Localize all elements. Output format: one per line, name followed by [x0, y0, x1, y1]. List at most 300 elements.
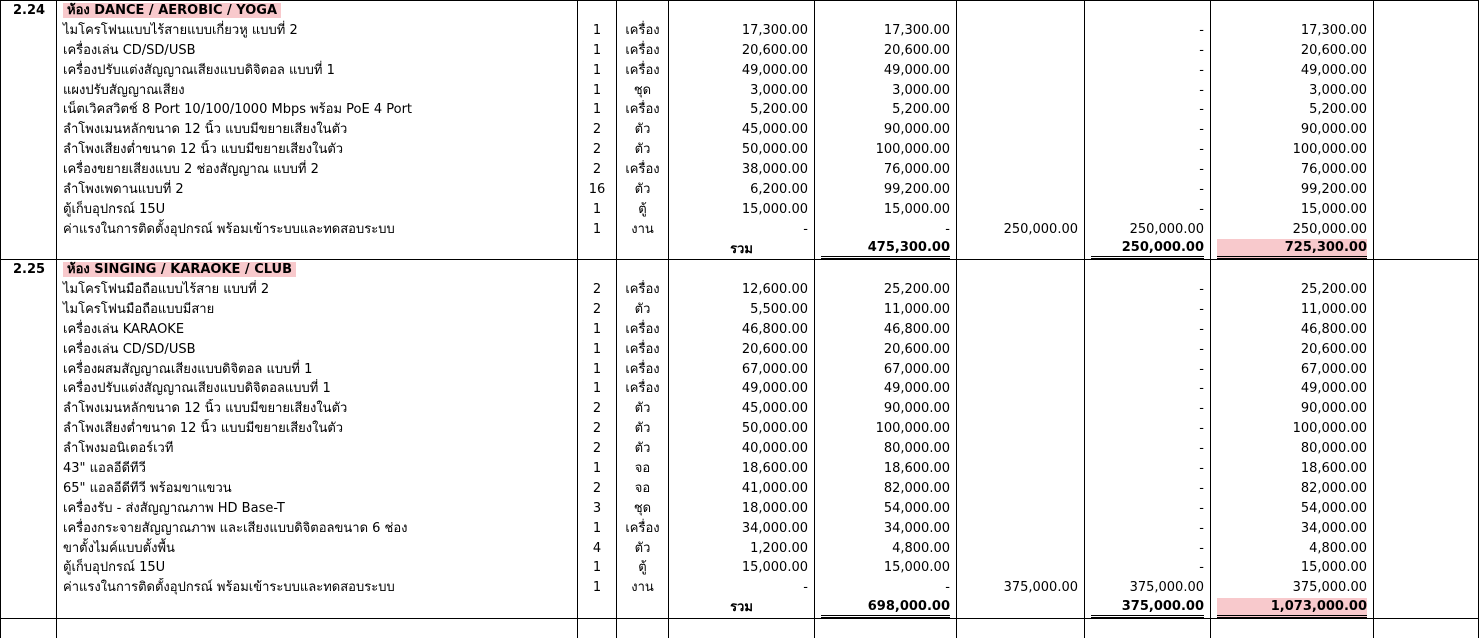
- item-unit-price: 1,200.00: [669, 538, 815, 558]
- item-unit-price: 5,200.00: [669, 100, 815, 120]
- empty-cell: [957, 618, 1085, 638]
- empty-cell: [1374, 518, 1479, 538]
- item-material-amount: 49,000.00: [815, 379, 957, 399]
- item-unit-price: 46,800.00: [669, 319, 815, 339]
- item-labor-price: [957, 538, 1085, 558]
- empty-cell: [1374, 20, 1479, 40]
- empty-cell: [1, 399, 57, 419]
- item-labor-price: [957, 359, 1085, 379]
- item-material-amount: -: [815, 578, 957, 598]
- item-total: 54,000.00: [1211, 498, 1374, 518]
- empty-cell: [617, 598, 669, 619]
- item-total: 15,000.00: [1211, 558, 1374, 578]
- empty-cell: [1, 578, 57, 598]
- item-quantity: 1: [578, 80, 617, 100]
- empty-cell: [57, 598, 578, 619]
- sum-labor-amount-text: 250,000.00: [1091, 239, 1204, 259]
- item-material-amount: 82,000.00: [815, 478, 957, 498]
- empty-cell: [1374, 379, 1479, 399]
- empty-cell: [1211, 618, 1374, 638]
- item-description: เน็ตเวิคสวิตช์ 8 Port 10/100/1000 Mbps พร้อม PoE 4 Port: [57, 100, 578, 120]
- item-labor-price: 375,000.00: [957, 578, 1085, 598]
- item-description: ค่าแรงในการติดตั้งอุปกรณ์ พร้อมเข้าระบบและทดสอบระบบ: [57, 578, 578, 598]
- next-section-partial-row: [1, 618, 1479, 638]
- empty-cell: [1374, 618, 1479, 638]
- item-description: ไมโครโฟนมือถือแบบไร้สาย แบบที่ 2: [57, 280, 578, 300]
- item-unit-price: 12,600.00: [669, 280, 815, 300]
- sum-grand-total: [1211, 239, 1374, 260]
- item-labor-amount: -: [1085, 180, 1211, 200]
- item-unit: จอ: [617, 478, 669, 498]
- item-description: ค่าแรงในการติดตั้งอุปกรณ์ พร้อมเข้าระบบและทดสอบระบบ: [57, 219, 578, 239]
- table-row: [1, 439, 1479, 459]
- empty-cell: [578, 260, 617, 280]
- empty-cell: [1374, 1, 1479, 21]
- item-unit: เครื่อง: [617, 20, 669, 40]
- item-labor-amount: -: [1085, 160, 1211, 180]
- empty-cell: [1374, 140, 1479, 160]
- table-row: [1, 100, 1479, 120]
- sum-labor-amount: [1085, 598, 1211, 619]
- table-row: [1, 160, 1479, 180]
- item-labor-amount: -: [1085, 20, 1211, 40]
- table-row: [1, 140, 1479, 160]
- table-row: [1, 60, 1479, 80]
- item-labor-price: [957, 319, 1085, 339]
- item-labor-amount: -: [1085, 199, 1211, 219]
- item-quantity: 1: [578, 379, 617, 399]
- item-total: 49,000.00: [1211, 60, 1374, 80]
- item-labor-amount: -: [1085, 419, 1211, 439]
- item-quantity: 2: [578, 399, 617, 419]
- empty-cell: [1, 558, 57, 578]
- table-row: [1, 80, 1479, 100]
- item-labor-price: [957, 199, 1085, 219]
- item-description: เครื่องเล่น KARAOKE: [57, 319, 578, 339]
- item-labor-price: [957, 379, 1085, 399]
- item-unit: เครื่อง: [617, 160, 669, 180]
- item-unit: เครื่อง: [617, 280, 669, 300]
- item-labor-amount: -: [1085, 319, 1211, 339]
- empty-cell: [578, 618, 617, 638]
- empty-cell: [1, 339, 57, 359]
- empty-cell: [1, 319, 57, 339]
- item-unit-price: 38,000.00: [669, 160, 815, 180]
- item-unit-price: 15,000.00: [669, 558, 815, 578]
- empty-cell: [1374, 439, 1479, 459]
- item-description: แผงปรับสัญญาณเสียง: [57, 80, 578, 100]
- table-row: [1, 180, 1479, 200]
- item-total: 3,000.00: [1211, 80, 1374, 100]
- item-material-amount: 11,000.00: [815, 299, 957, 319]
- table-row: [1, 339, 1479, 359]
- empty-cell: [1, 100, 57, 120]
- item-labor-price: [957, 439, 1085, 459]
- item-quantity: 2: [578, 120, 617, 140]
- empty-cell: [578, 239, 617, 260]
- item-unit: ตู้: [617, 558, 669, 578]
- item-total: 4,800.00: [1211, 538, 1374, 558]
- empty-cell: [1374, 280, 1479, 300]
- table-row: [1, 518, 1479, 538]
- item-labor-price: [957, 419, 1085, 439]
- item-labor-amount: -: [1085, 478, 1211, 498]
- sum-material-amount-text: 698,000.00: [821, 598, 950, 618]
- sum-labor-amount-text: 375,000.00: [1091, 598, 1204, 618]
- table-row: [1, 280, 1479, 300]
- empty-cell: [57, 239, 578, 260]
- item-unit-price: 49,000.00: [669, 379, 815, 399]
- empty-cell: [1374, 459, 1479, 479]
- empty-cell: [1374, 40, 1479, 60]
- item-material-amount: -: [815, 219, 957, 239]
- section-sum-row: [1, 239, 1479, 260]
- item-labor-amount: -: [1085, 379, 1211, 399]
- item-total: 67,000.00: [1211, 359, 1374, 379]
- sum-grand-total-text: 1,073,000.00: [1217, 598, 1367, 618]
- item-description: ลำโพงเสียงต่ำขนาด 12 นิ้ว แบบมีขยายเสียงในตัว: [57, 419, 578, 439]
- item-unit: ตัว: [617, 538, 669, 558]
- item-description: เครื่องเล่น CD/SD/USB: [57, 339, 578, 359]
- item-material-amount: 4,800.00: [815, 538, 957, 558]
- item-labor-amount: -: [1085, 359, 1211, 379]
- item-unit-price: 50,000.00: [669, 140, 815, 160]
- item-unit-price: 17,300.00: [669, 20, 815, 40]
- item-labor-amount: -: [1085, 399, 1211, 419]
- item-description: ลำโพงเสียงต่ำขนาด 12 นิ้ว แบบมีขยายเสียงในตัว: [57, 140, 578, 160]
- item-unit: ตัว: [617, 140, 669, 160]
- item-unit: เครื่อง: [617, 60, 669, 80]
- item-labor-amount: 375,000.00: [1085, 578, 1211, 598]
- empty-cell: [1374, 359, 1479, 379]
- empty-cell: [1374, 478, 1479, 498]
- section-title: [57, 1, 578, 21]
- item-total: 34,000.00: [1211, 518, 1374, 538]
- item-unit-price: 45,000.00: [669, 399, 815, 419]
- item-unit: ตัว: [617, 399, 669, 419]
- item-total: 90,000.00: [1211, 399, 1374, 419]
- empty-cell: [1374, 498, 1479, 518]
- item-description: ขาตั้งไมค์แบบตั้งพื้น: [57, 538, 578, 558]
- empty-cell: [1, 80, 57, 100]
- item-total: 20,600.00: [1211, 339, 1374, 359]
- item-total: 46,800.00: [1211, 319, 1374, 339]
- empty-cell: [1, 618, 57, 638]
- item-labor-amount: -: [1085, 339, 1211, 359]
- empty-cell: [957, 598, 1085, 619]
- empty-cell: [1, 439, 57, 459]
- empty-cell: [617, 239, 669, 260]
- item-unit-price: -: [669, 578, 815, 598]
- empty-cell: [815, 260, 957, 280]
- empty-cell: [1, 219, 57, 239]
- item-quantity: 1: [578, 459, 617, 479]
- section-title-text: ห้อง SINGING / KARAOKE / CLUB: [63, 262, 296, 277]
- item-unit-price: 50,000.00: [669, 419, 815, 439]
- item-total: 20,600.00: [1211, 40, 1374, 60]
- item-description: เครื่องขยายเสียงแบบ 2 ช่องสัญญาณ แบบที่ 2: [57, 160, 578, 180]
- table-row: [1, 558, 1479, 578]
- item-unit: งาน: [617, 578, 669, 598]
- empty-cell: [957, 260, 1085, 280]
- item-labor-amount: -: [1085, 100, 1211, 120]
- empty-cell: [957, 1, 1085, 21]
- item-labor-price: [957, 20, 1085, 40]
- item-total: 49,000.00: [1211, 379, 1374, 399]
- table-row: [1, 578, 1479, 598]
- empty-cell: [1, 419, 57, 439]
- empty-cell: [1, 160, 57, 180]
- item-unit: จอ: [617, 459, 669, 479]
- table-row: [1, 399, 1479, 419]
- item-labor-amount: -: [1085, 120, 1211, 140]
- item-unit-price: 40,000.00: [669, 439, 815, 459]
- item-labor-price: [957, 280, 1085, 300]
- empty-cell: [1, 598, 57, 619]
- sum-material-amount-text: 475,300.00: [821, 239, 950, 259]
- empty-cell: [1374, 219, 1479, 239]
- item-labor-amount: -: [1085, 280, 1211, 300]
- item-material-amount: 49,000.00: [815, 60, 957, 80]
- empty-cell: [1374, 339, 1479, 359]
- empty-cell: [815, 1, 957, 21]
- section-title-text: ห้อง DANCE / AEROBIC / YOGA: [63, 3, 281, 18]
- table-row: [1, 459, 1479, 479]
- empty-cell: [1374, 60, 1479, 80]
- empty-cell: [1374, 419, 1479, 439]
- sum-material-amount: [815, 598, 957, 619]
- item-unit-price: 67,000.00: [669, 359, 815, 379]
- empty-cell: [617, 1, 669, 21]
- item-unit: ชุด: [617, 498, 669, 518]
- item-labor-price: [957, 40, 1085, 60]
- item-total: 15,000.00: [1211, 199, 1374, 219]
- item-unit-price: 5,500.00: [669, 299, 815, 319]
- item-labor-amount: -: [1085, 459, 1211, 479]
- empty-cell: [1374, 299, 1479, 319]
- empty-cell: [669, 260, 815, 280]
- item-labor-amount: -: [1085, 299, 1211, 319]
- item-labor-price: [957, 60, 1085, 80]
- empty-cell: [1, 199, 57, 219]
- item-total: 82,000.00: [1211, 478, 1374, 498]
- table-row: [1, 319, 1479, 339]
- item-description: 43" แอลอีดีทีวี: [57, 459, 578, 479]
- table-row: [1, 359, 1479, 379]
- item-labor-price: [957, 100, 1085, 120]
- item-material-amount: 3,000.00: [815, 80, 957, 100]
- empty-cell: [1374, 239, 1479, 260]
- item-quantity: 2: [578, 299, 617, 319]
- item-quantity: 1: [578, 558, 617, 578]
- item-unit: ชุด: [617, 80, 669, 100]
- item-material-amount: 20,600.00: [815, 40, 957, 60]
- empty-cell: [1374, 538, 1479, 558]
- item-labor-price: 250,000.00: [957, 219, 1085, 239]
- item-quantity: 2: [578, 140, 617, 160]
- item-quantity: 1: [578, 199, 617, 219]
- section-number: 2.24: [1, 1, 57, 21]
- empty-cell: [957, 239, 1085, 260]
- item-labor-amount: -: [1085, 80, 1211, 100]
- empty-cell: [669, 618, 815, 638]
- table-row: [1, 219, 1479, 239]
- empty-cell: [1085, 260, 1211, 280]
- item-unit: เครื่อง: [617, 100, 669, 120]
- item-unit: เครื่อง: [617, 518, 669, 538]
- table-row: [1, 478, 1479, 498]
- item-description: เครื่องเล่น CD/SD/USB: [57, 40, 578, 60]
- item-description: ไมโครโฟนมือถือแบบมีสาย: [57, 299, 578, 319]
- item-labor-amount: -: [1085, 538, 1211, 558]
- item-description: ตู้เก็บอุปกรณ์ 15U: [57, 558, 578, 578]
- empty-cell: [1, 538, 57, 558]
- item-unit-price: 20,600.00: [669, 40, 815, 60]
- item-total: 11,000.00: [1211, 299, 1374, 319]
- item-total: 100,000.00: [1211, 419, 1374, 439]
- item-quantity: 2: [578, 478, 617, 498]
- empty-cell: [1374, 160, 1479, 180]
- empty-cell: [1, 180, 57, 200]
- empty-cell: [1374, 100, 1479, 120]
- item-total: 5,200.00: [1211, 100, 1374, 120]
- section-title: [57, 260, 578, 280]
- empty-cell: [1, 60, 57, 80]
- item-unit-price: 18,600.00: [669, 459, 815, 479]
- item-unit: ตัว: [617, 120, 669, 140]
- empty-cell: [1, 299, 57, 319]
- item-labor-amount: -: [1085, 40, 1211, 60]
- item-unit-price: 34,000.00: [669, 518, 815, 538]
- item-labor-price: [957, 120, 1085, 140]
- item-material-amount: 25,200.00: [815, 280, 957, 300]
- item-material-amount: 90,000.00: [815, 120, 957, 140]
- item-material-amount: 67,000.00: [815, 359, 957, 379]
- item-material-amount: 100,000.00: [815, 140, 957, 160]
- empty-cell: [1211, 260, 1374, 280]
- item-material-amount: 20,600.00: [815, 339, 957, 359]
- table-row: [1, 379, 1479, 399]
- item-unit-price: -: [669, 219, 815, 239]
- item-material-amount: 15,000.00: [815, 558, 957, 578]
- item-description: ลำโพงเพดานแบบที่ 2: [57, 180, 578, 200]
- empty-cell: [1374, 319, 1479, 339]
- table-row: [1, 40, 1479, 60]
- item-material-amount: 5,200.00: [815, 100, 957, 120]
- item-labor-amount: -: [1085, 60, 1211, 80]
- item-total: 17,300.00: [1211, 20, 1374, 40]
- item-description: ไมโครโฟนแบบไร้สายแบบเกี่ยวหู แบบที่ 2: [57, 20, 578, 40]
- section-sum-row: [1, 598, 1479, 619]
- empty-cell: [1374, 199, 1479, 219]
- item-labor-amount: -: [1085, 439, 1211, 459]
- empty-cell: [1, 518, 57, 538]
- item-labor-price: [957, 558, 1085, 578]
- sum-label: รวม: [669, 598, 815, 619]
- sum-material-amount: [815, 239, 957, 260]
- empty-cell: [1374, 558, 1479, 578]
- item-unit: เครื่อง: [617, 359, 669, 379]
- sum-grand-total-text: 725,300.00: [1217, 239, 1367, 259]
- empty-cell: [1374, 598, 1479, 619]
- item-description: เครื่องปรับแต่งสัญญาณเสียงแบบดิจิตอลแบบที่ 1: [57, 379, 578, 399]
- section-header-row: [1, 260, 1479, 280]
- item-unit: ตัว: [617, 299, 669, 319]
- section-number: 2.25: [1, 260, 57, 280]
- item-quantity: 1: [578, 319, 617, 339]
- item-description: เครื่องปรับแต่งสัญญาณเสียงแบบดิจิตอล แบบที่ 1: [57, 60, 578, 80]
- item-description: เครื่องผสมสัญญาณเสียงแบบดิจิตอล แบบที่ 1: [57, 359, 578, 379]
- item-quantity: 2: [578, 439, 617, 459]
- empty-cell: [1374, 578, 1479, 598]
- item-quantity: 4: [578, 538, 617, 558]
- item-labor-price: [957, 80, 1085, 100]
- item-quantity: 1: [578, 219, 617, 239]
- empty-cell: [1, 239, 57, 260]
- item-labor-amount: -: [1085, 498, 1211, 518]
- item-description: ลำโพงเมนหลักขนาด 12 นิ้ว แบบมีขยายเสียงในตัว: [57, 399, 578, 419]
- item-unit: เครื่อง: [617, 319, 669, 339]
- item-description: เครื่องรับ - ส่งสัญญาณภาพ HD Base-T: [57, 498, 578, 518]
- empty-cell: [1085, 1, 1211, 21]
- item-material-amount: 34,000.00: [815, 518, 957, 538]
- item-total: 25,200.00: [1211, 280, 1374, 300]
- empty-cell: [1, 40, 57, 60]
- table-row: [1, 419, 1479, 439]
- item-quantity: 16: [578, 180, 617, 200]
- table-row: [1, 498, 1479, 518]
- empty-cell: [1085, 618, 1211, 638]
- item-total: 99,200.00: [1211, 180, 1374, 200]
- item-material-amount: 90,000.00: [815, 399, 957, 419]
- item-unit: เครื่อง: [617, 40, 669, 60]
- item-total: 250,000.00: [1211, 219, 1374, 239]
- empty-cell: [578, 598, 617, 619]
- item-quantity: 1: [578, 100, 617, 120]
- empty-cell: [1, 459, 57, 479]
- item-unit-price: 6,200.00: [669, 180, 815, 200]
- item-unit: งาน: [617, 219, 669, 239]
- item-description: ลำโพงมอนิเตอร์เวที: [57, 439, 578, 459]
- item-unit-price: 45,000.00: [669, 120, 815, 140]
- item-description: 65" แอลอีดีทีวี พร้อมขาแขวน: [57, 478, 578, 498]
- table-row: [1, 20, 1479, 40]
- item-labor-amount: -: [1085, 140, 1211, 160]
- item-material-amount: 80,000.00: [815, 439, 957, 459]
- item-quantity: 3: [578, 498, 617, 518]
- table-row: [1, 299, 1479, 319]
- item-quantity: 1: [578, 20, 617, 40]
- empty-cell: [669, 1, 815, 21]
- item-unit-price: 41,000.00: [669, 478, 815, 498]
- item-labor-price: [957, 140, 1085, 160]
- table-row: [1, 120, 1479, 140]
- sum-label: รวม: [669, 239, 815, 260]
- item-total: 100,000.00: [1211, 140, 1374, 160]
- item-unit-price: 18,000.00: [669, 498, 815, 518]
- item-total: 80,000.00: [1211, 439, 1374, 459]
- item-labor-amount: 250,000.00: [1085, 219, 1211, 239]
- empty-cell: [1374, 80, 1479, 100]
- empty-cell: [57, 618, 578, 638]
- item-labor-amount: -: [1085, 518, 1211, 538]
- item-material-amount: 17,300.00: [815, 20, 957, 40]
- table-body: [1, 1, 1479, 638]
- item-total: 90,000.00: [1211, 120, 1374, 140]
- item-unit: ตัว: [617, 180, 669, 200]
- item-labor-price: [957, 478, 1085, 498]
- empty-cell: [617, 260, 669, 280]
